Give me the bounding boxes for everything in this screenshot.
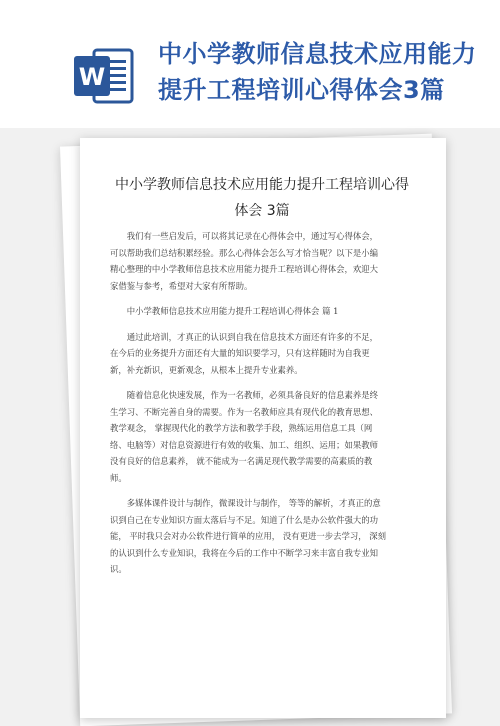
header-title [158,36,488,108]
document-content [110,172,414,587]
paragraph-line: 识到自己在专业知识方面太落后与不足。知道了什么是办公软件强大的功 [110,514,378,525]
paragraph-line: 络、电脑等）对信息资源进行有效的收集、加工、组织、运用；如果教师 [110,439,378,450]
svg-text:W: W [78,63,106,91]
paragraph-line: 没有良好的信息素养， 就不能成为一名满足现代教学需要的高素质的教 [110,456,373,466]
paragraph-line: 随着信息化快速发展，作为一名教师，必须具备良好的信息素养是终 [126,390,379,400]
document-title-line-2: 体会 3篇 [234,203,290,219]
paragraph-line: 的认识到什么专业知识，我将在今后的工作中不断学习来丰富自我专业知 [110,547,378,558]
intro-line: 可以帮助我们总结积累经验。那么心得体会怎么写才恰当呢？以下是小编 [110,247,378,258]
paragraph-line: 通过此培训，才真正的认识到自我在信息技术方面还有许多的不足， [126,331,379,342]
document-title [110,172,414,224]
subheading-text: 中小学教师信息技术应用能力提升工程培训心得体会 篇 1 [126,306,339,316]
intro-paragraph [110,228,414,294]
document-page [80,138,446,718]
paragraph-line: 师。 [110,472,127,483]
body-paragraph-2 [110,387,414,486]
paragraph-line: 识。 [110,564,127,574]
header-title-line-1: 中小学教师信息技术应用能力 [158,40,477,68]
page-header [0,0,500,128]
paragraph-line: 能， 平时我只会对办公软件进行简单的应用， 没有更进一步去学习， 深刻 [110,531,386,541]
intro-line: 我们有一些启发后，可以将其记录在心得体会中，通过写心得体会， [126,231,379,241]
paragraph-line: 生学习、不断完善自身的需要。作为一名教师应具有现代化的教育思想、 [110,406,378,417]
body-paragraph-1 [110,329,414,379]
paragraph-line: 在今后的业务提升方面还有大量的知识要学习，只有这样随时为自我更 [110,348,370,358]
intro-line: 精心整理的中小学教师信息技术应用能力提升工程培训心得体会，欢迎大 [110,264,378,274]
body-paragraph-3 [110,495,414,578]
intro-line: 家借鉴与参考，希望对大家有所帮助。 [110,280,253,291]
document-title-line-1: 中小学教师信息技术应用能力提升工程培训心得 [115,177,409,193]
paragraph-line: 新，补充新识，更新观念，从根本上提升专业素养。 [110,364,303,375]
word-document-icon [72,44,136,108]
paragraph-line: 教学观念， 掌握现代化的教学方法和教学手段，熟练运用信息工具（网 [110,423,373,433]
section-subheading [110,303,414,320]
paragraph-line: 多媒体课件设计与制作，微课设计与制作， 等等的解析，才真正的意 [126,498,381,508]
header-title-line-2: 提升工程培训心得体会3篇 [158,76,445,104]
